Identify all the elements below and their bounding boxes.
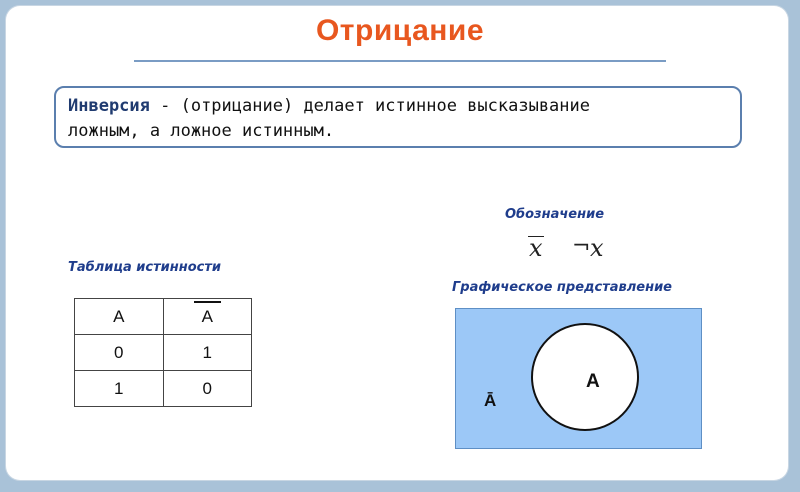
table-cell: 0	[163, 371, 252, 407]
page-title: Отрицание	[315, 14, 485, 47]
header-not-a: A	[201, 306, 213, 326]
truth-table	[74, 298, 252, 407]
table-cell: 0	[75, 335, 164, 371]
table-cell: 1	[163, 335, 252, 371]
title-divider	[134, 60, 666, 62]
graphic-heading: Графическое представление	[452, 280, 673, 295]
definition-term: Инверсия	[68, 96, 150, 116]
table-header-cell	[75, 299, 164, 335]
overline-x-char: x	[529, 234, 543, 262]
table-header-cell	[163, 299, 252, 335]
notation-symbols	[528, 232, 618, 268]
table-row	[75, 371, 252, 407]
table-row	[75, 335, 252, 371]
negation-symbol: ¬	[572, 234, 591, 259]
definition-text-line2: ложным, а ложное истинным.	[68, 121, 335, 141]
set-a-label: A	[586, 371, 600, 392]
definition-text-line1: - (отрицание) делает истинное высказывание	[149, 96, 590, 116]
complement-label: Ā	[484, 391, 497, 410]
truth-table-heading: Таблица истинности	[68, 260, 221, 275]
negation-x-char: x	[590, 234, 604, 262]
set-a-circle	[531, 323, 639, 431]
table-header-row	[75, 299, 252, 335]
table-cell: 1	[75, 371, 164, 407]
notation-heading: Обозначение	[505, 207, 605, 222]
venn-diagram	[455, 308, 702, 449]
definition-box	[54, 86, 742, 148]
header-a: A	[113, 306, 125, 326]
